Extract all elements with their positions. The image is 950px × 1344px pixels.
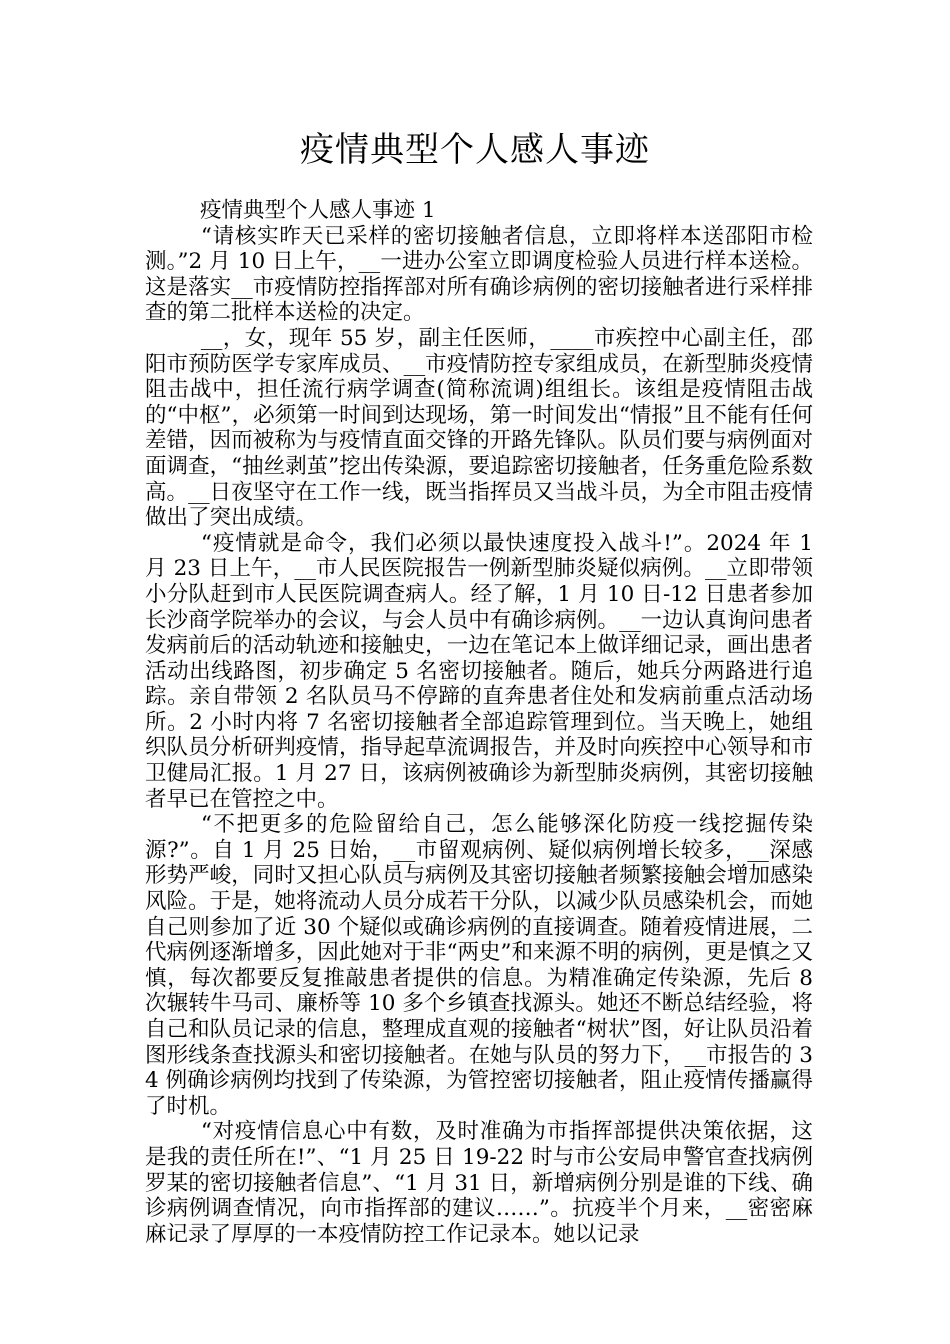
document-title: 疫情典型个人感人事迹 xyxy=(300,130,650,170)
paragraph-4: “不把更多的危险留给自己，怎么能够深化防疫一线挖掘传染源?”。自 1 月 25 日始，__市留观病例、疑似病例增长较多，__深感形势严峻，同时又担心队员与病例及其密切接触者频繁接触会增加感染风险。于是，她将流动人员分成若干分队，以减少队员感染机会，而她自己则参加了近 30 个疑似或确诊病例的直接调查。随着疫情进展，二代病例逐渐增多，因此她对于非“两史”和来源不明的病例，更是慎之又慎，每次都要反复推敲患者提供的信息。为精准确定传染源，先后 8 次辗转牛马司、廉桥等 10 多个乡镇查找源头。她还不断总结经验，将自己和队员记录的信息，整理成直观的接触者“树状”图，好让队员沿着图形线条查找源头和密切接触者。在她与队员的努力下，__市报告的 34 例确诊病例均找到了传染源，为管控密切接触者，阻止疫情传播赢得了时机。 xyxy=(145,812,813,1119)
section-subtitle: 疫情典型个人感人事迹 1 xyxy=(200,198,436,223)
paragraph-1: “请核实昨天已采样的密切接触者信息，立即将样本送邵阳市检测。”2 月 10 日上午，__一进办公室立即调度检验人员进行样本送检。这是落实__市疫情防控指挥部对所有确诊病例的密切接触者进行采样排查的第二批样本送检的决定。 xyxy=(145,223,813,326)
paragraph-5: “对疫情信息心中有数，及时准确为市指挥部提供决策依据，这是我的责任所在!”、“1 月 25 日 19-22 时与市公安局申警官查找病例罗某的密切接触者信息”、“1 月 31 日，新增病例分别是谁的下线、确诊病例调查情况，向市指挥部的建议……”。抗疫半个月来，__密密麻麻记录了厚厚的一本疫情防控工作记录本。她以记录 xyxy=(145,1119,813,1247)
paragraph-3: “疫情就是命令，我们必须以最快速度投入战斗!”。2024 年 1 月 23 日上午，__市人民医院报告一例新型肺炎疑似病例。__立即带领小分队赶到市人民医院调查病人。经了解，1 月 10 日-12 日患者参加长沙商学院举办的会议，与会人员中有确诊病例。__一边认真询问患者发病前后的活动轨迹和接触史，一边在笔记本上做详细记录，画出患者活动出线路图，初步确定 5 名密切接触者。随后，她兵分两路进行追踪。亲自带领 2 名队员马不停蹄的直奔患者住处和发病前重点活动场所。2 小时内将 7 名密切接触者全部追踪管理到位。当天晚上，她组织队员分析研判疫情，指导起草流调报告，并及时向疾控中心领导和市卫健局汇报。1 月 27 日，该病例被确诊为新型肺炎病例，其密切接触者早已在管控之中。 xyxy=(145,530,813,812)
document-body xyxy=(145,198,813,1247)
paragraph-2: __，女，现年 55 岁，副主任医师，____市疾控中心副主任，邵阳市预防医学专家库成员、__市疫情防控专家组成员，在新型肺炎疫情阻击战中，担任流行病学调查(简称流调)组组长。该组是疫情阻击战的“中枢”，必须第一时间到达现场，第一时间发出“情报”且不能有任何差错，因而被称为与疫情直面交锋的开路先锋队。队员们要与病例面对面调查，“抽丝剥茧”挖出传染源，要追踪密切接触者，任务重危险系数高。__日夜坚守在工作一线，既当指挥员又当战斗员，为全市阻击疫情做出了突出成绩。 xyxy=(145,325,813,531)
